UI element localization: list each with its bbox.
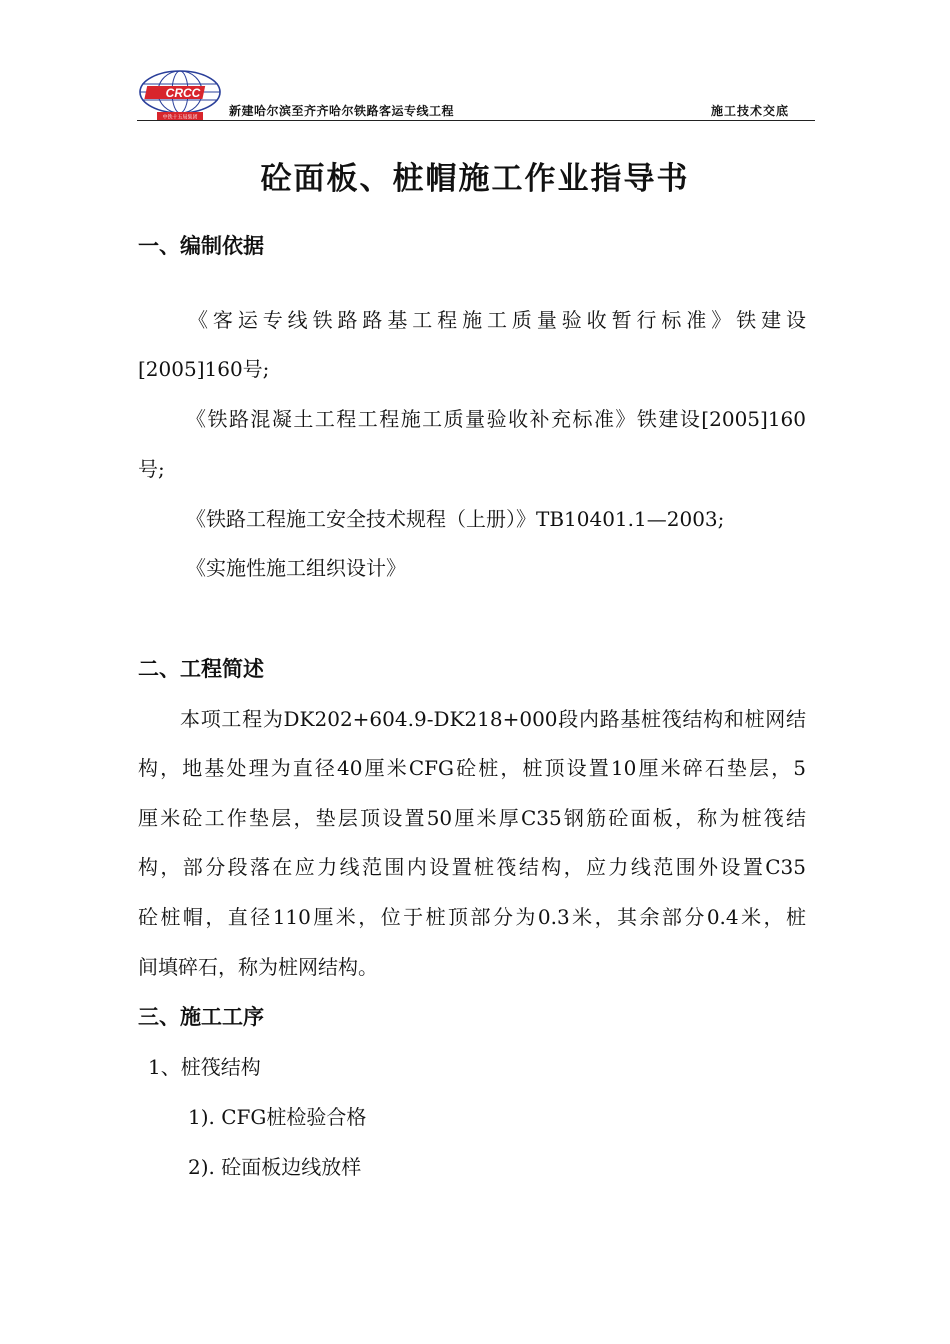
section-1-line: 《铁路工程施工安全技术规程（上册）》TB10401.1—2003; bbox=[186, 507, 725, 531]
page-header bbox=[137, 66, 815, 122]
svg-text:中铁十五局集团: 中铁十五局集团 bbox=[162, 114, 198, 121]
section-1-heading: 一、编制依据 bbox=[138, 234, 264, 258]
section-3-heading: 三、施工工序 bbox=[138, 1005, 264, 1029]
header-project-name: 新建哈尔滨至齐齐哈尔铁路客运专线工程 bbox=[229, 104, 455, 118]
section-2-line: 厘米砼工作垫层，垫层顶设置50厘米厚C35钢筋砼面板，称为桩筏结 bbox=[138, 806, 806, 830]
header-doc-type: 施工技术交底 bbox=[710, 104, 789, 118]
crcc-logo bbox=[137, 68, 223, 122]
section-1-line: [2005]160号; bbox=[138, 357, 270, 381]
header-divider bbox=[137, 120, 815, 121]
page-title: 砼面板、桩帽施工作业指导书 bbox=[260, 161, 690, 197]
section-1-line: 《实施性施工组织设计》 bbox=[186, 556, 406, 580]
section-3-step: 2). 砼面板边线放样 bbox=[188, 1155, 362, 1179]
section-1-line: 《客运专线铁路路基工程施工质量验收暂行标准》铁建设 bbox=[188, 308, 806, 332]
section-2-line: 砼桩帽，直径110厘米，位于桩顶部分为0.3米，其余部分0.4米，桩 bbox=[138, 905, 806, 929]
section-2-line: 构，部分段落在应力线范围内设置桩筏结构，应力线范围外设置C35 bbox=[138, 855, 806, 879]
svg-text:CRCC: CRCC bbox=[165, 86, 201, 100]
section-1-line: 《铁路混凝土工程工程施工质量验收补充标准》铁建设[2005]160 bbox=[186, 407, 806, 431]
section-2-heading: 二、工程简述 bbox=[138, 657, 264, 681]
section-3-subheading: 1、桩筏结构 bbox=[148, 1055, 261, 1079]
section-2-line: 本项工程为DK202+604.9-DK218+000段内路基桩筏结构和桩网结 bbox=[180, 707, 806, 731]
section-1-line: 号; bbox=[138, 457, 165, 481]
section-2-line: 间填碎石，称为桩网结构。 bbox=[138, 955, 378, 979]
section-3-step: 1). CFG桩检验合格 bbox=[188, 1105, 367, 1129]
section-2-line: 构，地基处理为直径40厘米CFG砼桩，桩顶设置10厘米碎石垫层，5 bbox=[138, 756, 806, 780]
